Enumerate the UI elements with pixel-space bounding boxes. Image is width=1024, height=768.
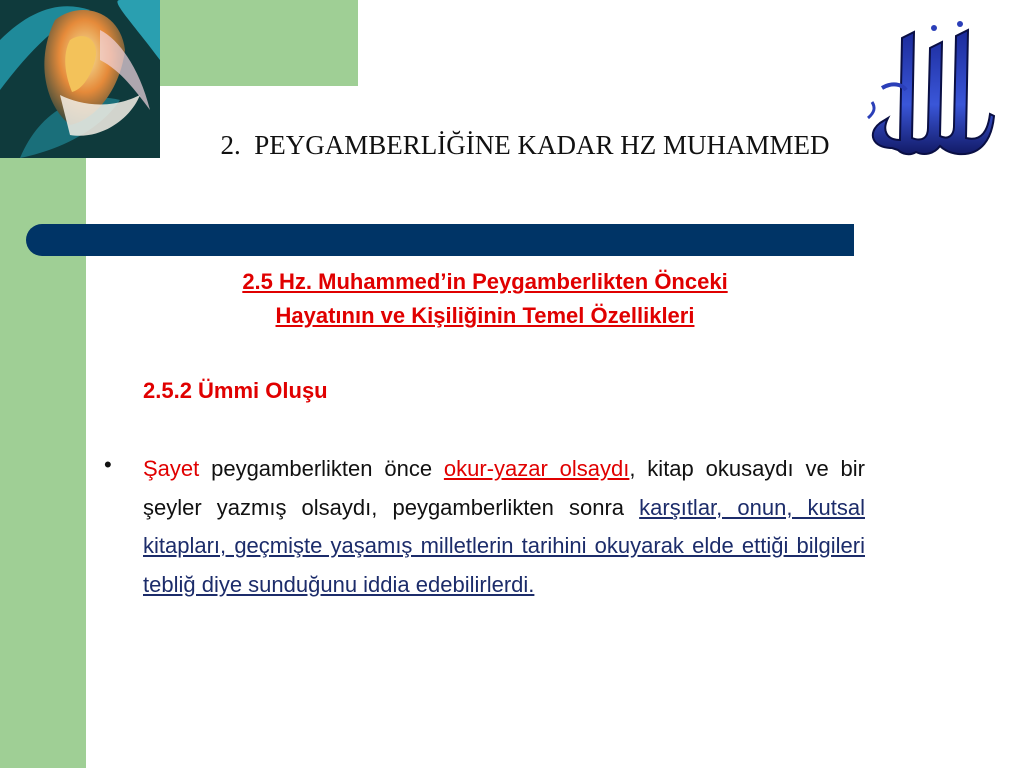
navy-divider-bar-end [846, 224, 854, 256]
subtitle-line-1: 2.5 Hz. Muhammed’in Peygamberlikten Önceki [242, 269, 728, 294]
navy-divider-bar [26, 224, 854, 256]
calligraphy-flower-artwork-icon [0, 0, 160, 158]
bullet-text-karsitlar: karşıtlar, onun, kutsal kitapları, geçmişte yaşamış milletlerin tarihini okuyarak elde ettiği bilgileri tebliğ diye sunduğunu iddia edebilirlerdi. [143, 494, 865, 597]
slide-title [200, 128, 850, 163]
bullet-text-2: peygamberlikten önce [199, 456, 444, 481]
section-heading: 2.5.2 Ümmi Oluşu [143, 378, 328, 403]
title-number: 2. [220, 130, 241, 160]
bullet-text-sayet: Şayet [143, 456, 200, 481]
allah-calligraphy-icon [862, 18, 998, 168]
subtitle-line-2: Hayatının ve Kişiliğinin Temel Özellikleri [275, 303, 695, 328]
bullet-marker: • [104, 452, 112, 477]
bullet-text-4: , kitap okusaydı ve bir şeyler yazmış olsaydı, peygamberlikten sonra [143, 456, 865, 520]
bullet-text-okur-yazar: okur-yazar olsaydı [443, 456, 630, 481]
bullet-paragraph [143, 450, 865, 604]
title-text: PEYGAMBERLİĞİNE KADAR HZ MUHAMMED [254, 130, 830, 160]
section-subtitle [120, 265, 850, 333]
